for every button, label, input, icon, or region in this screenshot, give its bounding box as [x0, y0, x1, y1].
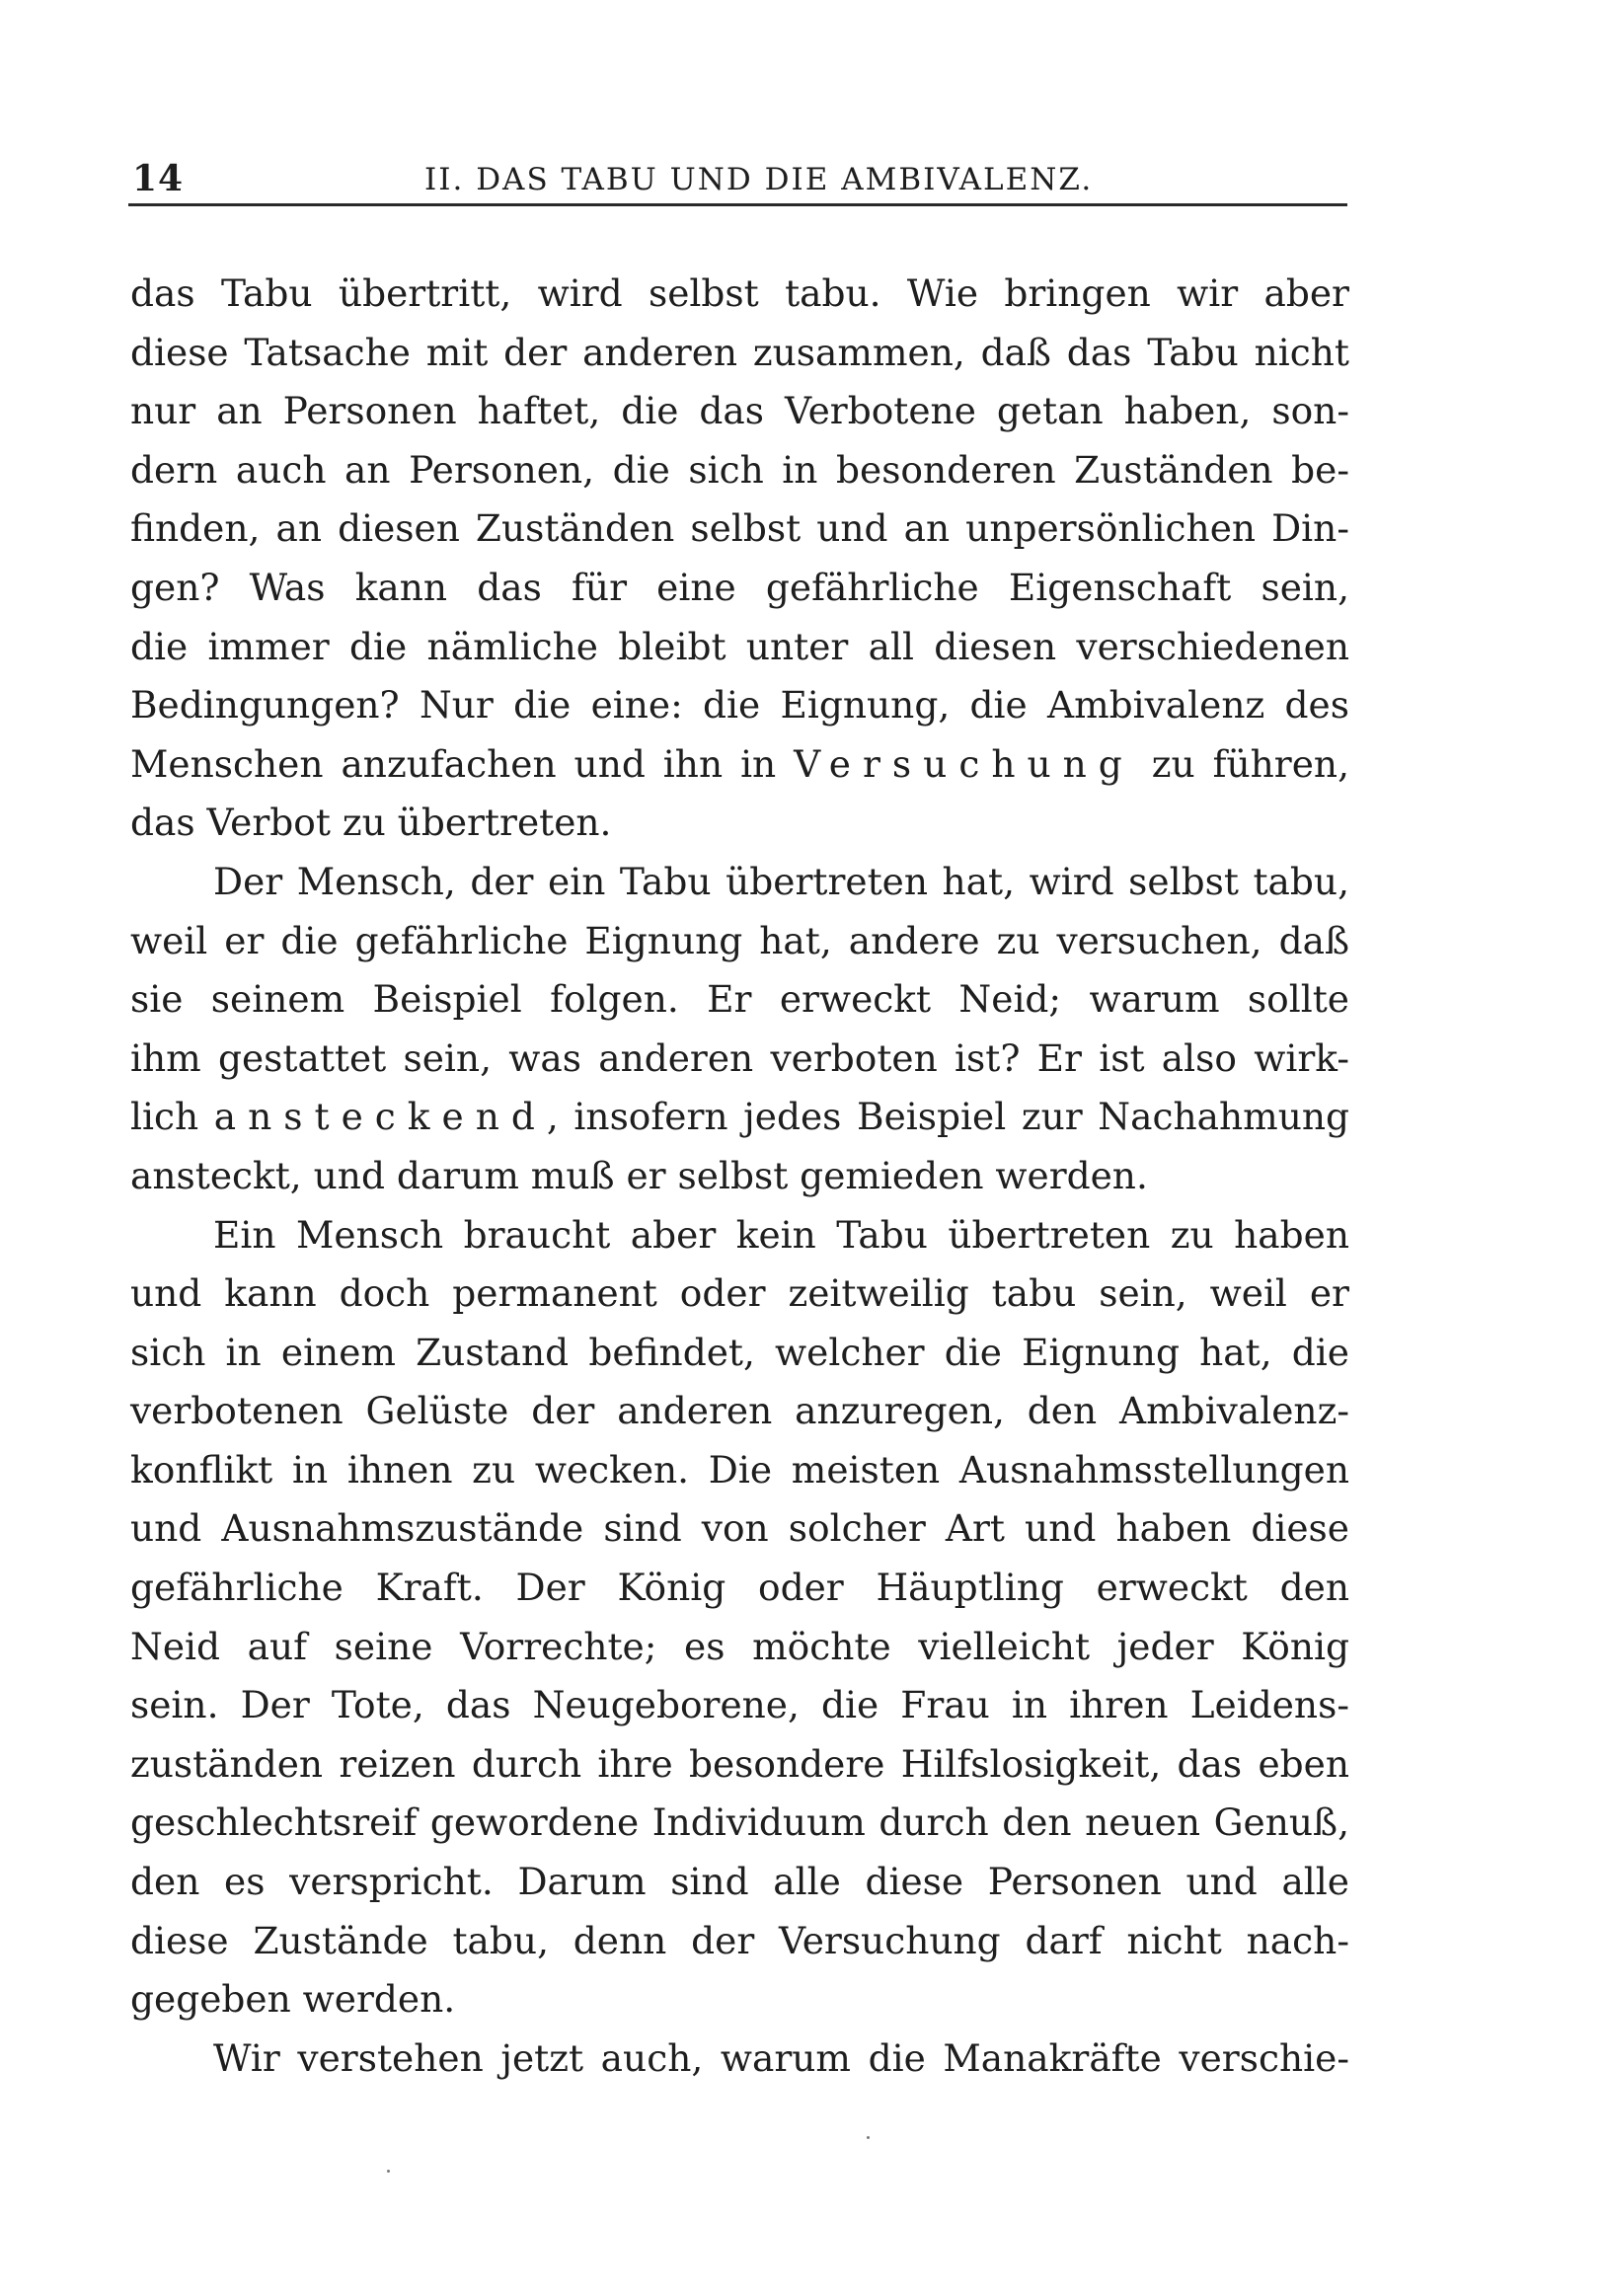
text-line: Menschen anzufachen und ihn in Versuchung zu führen,	[130, 741, 1349, 786]
text-line: die immer die nämliche bleibt unter all diesen verschiedenen	[130, 624, 1349, 668]
text-line: gegeben werden.	[130, 1977, 456, 2022]
text-line: Neid auf seine Vorrechte; es möchte vielleicht jeder König	[130, 1624, 1349, 1668]
speck	[387, 2170, 390, 2173]
text-line: das Tabu übertritt, wird selbst tabu. Wie bringen wir aber	[130, 271, 1349, 315]
text-line: Wir verstehen jetzt auch, warum die Manakräfte verschie-	[213, 2035, 1349, 2080]
text-line: sich in einem Zustand befindet, welcher die Eignung hat, die	[130, 1330, 1349, 1374]
text-line: gefährliche Kraft. Der König oder Häuptling erweckt den	[130, 1566, 1349, 1610]
page-header	[128, 148, 1347, 206]
text-line: nur an Personen haftet, die das Verbotene getan haben, son-	[130, 389, 1349, 433]
text-line: sie seinem Beispiel folgen. Er erweckt Neid; warum sollte	[130, 977, 1349, 1022]
emphasis-spaced: ansteckend	[213, 1095, 547, 1139]
paragraph	[130, 853, 1349, 1206]
paragraph	[130, 2029, 1349, 2089]
paragraph	[130, 265, 1349, 853]
text-line: finden, an diesen Zuständen selbst und an unpersönlichen Din-	[130, 506, 1349, 551]
text-line: diese Tatsache mit der anderen zusammen, daß das Tabu nicht	[130, 330, 1349, 374]
text-line: Der Mensch, der ein Tabu übertreten hat, wird selbst tabu,	[213, 859, 1349, 903]
page-number: 14	[132, 158, 185, 199]
text-line: lich ansteckend, insofern jedes Beispiel zur Nachahmung	[130, 1095, 1350, 1139]
text-line: sein. Der Tote, das Neugeborene, die Frau in ihren Leidens-	[130, 1683, 1349, 1727]
text-line: diese Zustände tabu, denn der Versuchung darf nicht nach-	[130, 1918, 1349, 1962]
text-line: ihm gestattet sein, was anderen verboten ist? Er ist also wirk-	[130, 1035, 1349, 1080]
text-line: das Verbot zu übertreten.	[130, 801, 612, 845]
speck	[867, 2136, 870, 2139]
text-line: geschlechtsreif gewordene Individuum durch den neuen Genuß,	[130, 1800, 1349, 1845]
text-line: konflikt in ihnen zu wecken. Die meisten Ausnahmsstellungen	[130, 1447, 1349, 1492]
text-line: Ein Mensch braucht aber kein Tabu übertreten zu haben	[213, 1212, 1349, 1257]
emphasis-spaced: Versuchung	[794, 741, 1134, 786]
paragraph	[130, 1206, 1349, 2029]
text-line: dern auch an Personen, die sich in besonderen Zuständen be-	[130, 447, 1349, 492]
text-line: und Ausnahmszustände sind von solcher Art und haben diese	[130, 1506, 1349, 1551]
text-line: Bedingungen? Nur die eine: die Eignung, die Ambivalenz des	[130, 683, 1349, 727]
running-title: II. DAS TABU UND DIE AMBIVALENZ.	[424, 162, 1094, 197]
text-line: und kann doch permanent oder zeitweilig tabu sein, weil er	[130, 1271, 1349, 1316]
text-line: verbotenen Gelüste der anderen anzuregen, den Ambivalenz-	[130, 1389, 1349, 1433]
text-line: weil er die gefährliche Eignung hat, andere zu versuchen, daß	[130, 918, 1349, 962]
text-line: gen? Was kann das für eine gefährliche Eigenschaft sein,	[130, 565, 1349, 609]
text-line: ansteckt, und darum muß er selbst gemieden werden.	[130, 1153, 1148, 1197]
text-line: zuständen reizen durch ihre besondere Hilfslosigkeit, das eben	[130, 1741, 1349, 1786]
body-text	[130, 265, 1349, 2088]
text-line: den es verspricht. Darum sind alle diese Personen und alle	[130, 1860, 1349, 1904]
